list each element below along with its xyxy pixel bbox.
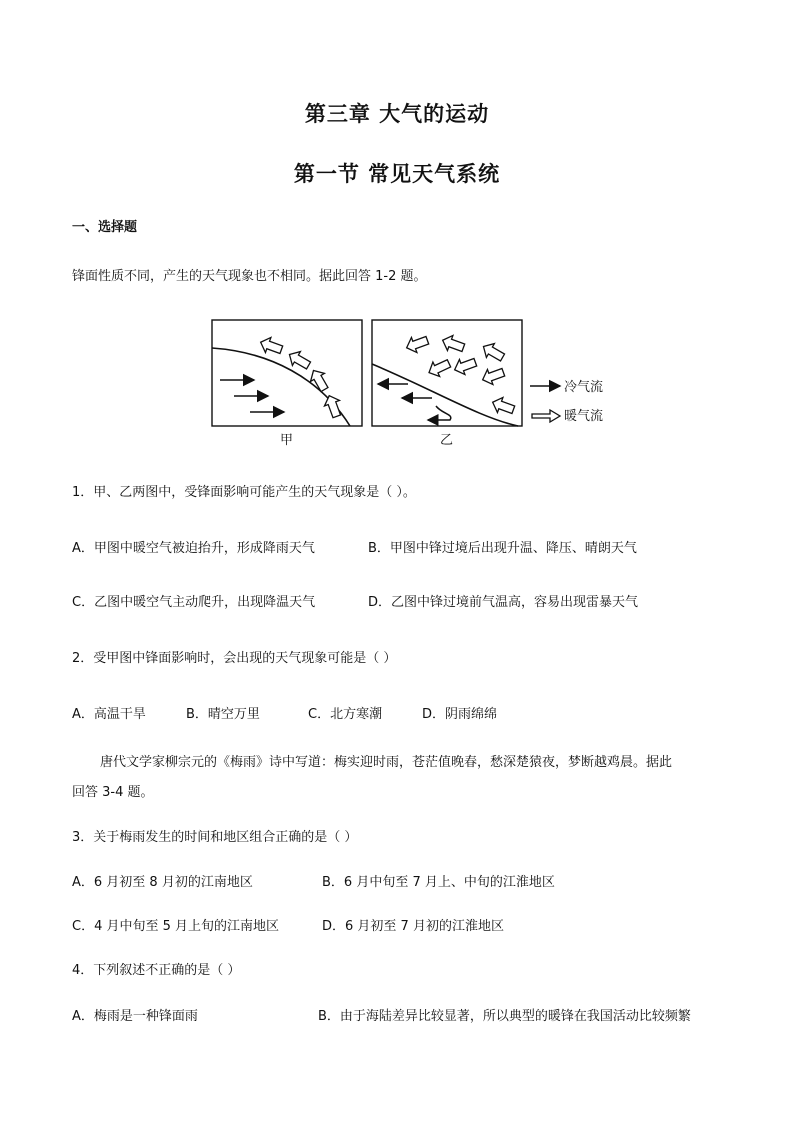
q3-option-c[interactable]: C．4 月中旬至 5 月上旬的江南地区 — [72, 919, 280, 934]
front-diagram — [210, 318, 650, 448]
q1-option-b[interactable]: B．甲图中锋过境后出现升温、降压、晴朗天气 — [368, 541, 637, 556]
q2-option-b[interactable]: B．晴空万里 — [186, 707, 260, 722]
intro-paragraph-2-line-1: 唐代文学家柳宗元的《梅雨》诗中写道：梅实迎时雨，苍茫值晚春，愁深楚猿夜，梦断越鸡晨。据此 — [100, 755, 673, 770]
q1-option-a[interactable]: A．甲图中暖空气被迫抬升，形成降雨天气 — [72, 541, 315, 556]
q1-stem: 1．甲、乙两图中，受锋面影响可能产生的天气现象是（ ）。 — [72, 485, 416, 500]
warm-arrow — [426, 356, 453, 380]
q3-option-d[interactable]: D．6 月初至 7 月初的江淮地区 — [322, 919, 504, 934]
q4-option-b[interactable]: B．由于海陆差异比较显著，所以典型的暖锋在我国活动比较频繁 — [318, 1009, 691, 1024]
q3-stem: 3．关于梅雨发生的时间和地区组合正确的是（ ） — [72, 830, 358, 845]
q2-option-c[interactable]: C．北方寒潮 — [308, 707, 383, 722]
intro-paragraph-1: 锋面性质不同，产生的天气现象也不相同。据此回答 1-2 题。 — [72, 269, 427, 284]
q1-option-c[interactable]: C．乙图中暖空气主动爬升，出现降温天气 — [72, 595, 316, 610]
q2-option-a[interactable]: A．高温干旱 — [72, 707, 146, 722]
legend-warm-label: 暖气流 — [564, 408, 604, 423]
section-title: 第一节 常见天气系统 — [293, 162, 501, 186]
cold-arrow-curved — [428, 406, 451, 420]
panel-right-label: 乙 — [440, 432, 454, 447]
q2-stem: 2．受甲图中锋面影响时，会出现的天气现象可能是（ ） — [72, 651, 397, 666]
part-heading: 一、选择题 — [72, 220, 138, 235]
warm-arrow — [490, 395, 516, 418]
warm-arrow — [404, 333, 430, 356]
q3-option-a[interactable]: A．6 月初至 8 月初的江南地区 — [72, 875, 253, 890]
legend-cold-label: 冷气流 — [564, 379, 604, 394]
warm-arrow — [322, 393, 345, 419]
q4-option-a[interactable]: A．梅雨是一种锋面雨 — [72, 1009, 198, 1024]
q4-stem: 4．下列叙述不正确的是（ ） — [72, 963, 241, 978]
warm-arrow — [479, 340, 506, 365]
q2-option-d[interactable]: D．阴雨绵绵 — [422, 707, 498, 722]
warm-arrow — [452, 355, 478, 378]
intro-paragraph-2-line-2: 回答 3-4 题。 — [72, 785, 154, 800]
legend-warm-icon — [532, 410, 560, 422]
panel-left-label: 甲 — [280, 432, 294, 447]
q3-option-b[interactable]: B．6 月中旬至 7 月上、中旬的江淮地区 — [322, 875, 555, 890]
warm-arrow — [440, 333, 466, 356]
warm-arrow — [480, 365, 506, 388]
warm-arrow — [258, 335, 284, 358]
q1-option-d[interactable]: D．乙图中锋过境前气温高，容易出现雷暴天气 — [368, 595, 639, 610]
chapter-title: 第三章 大气的运动 — [304, 102, 490, 126]
panel-left-front-line — [212, 348, 350, 426]
